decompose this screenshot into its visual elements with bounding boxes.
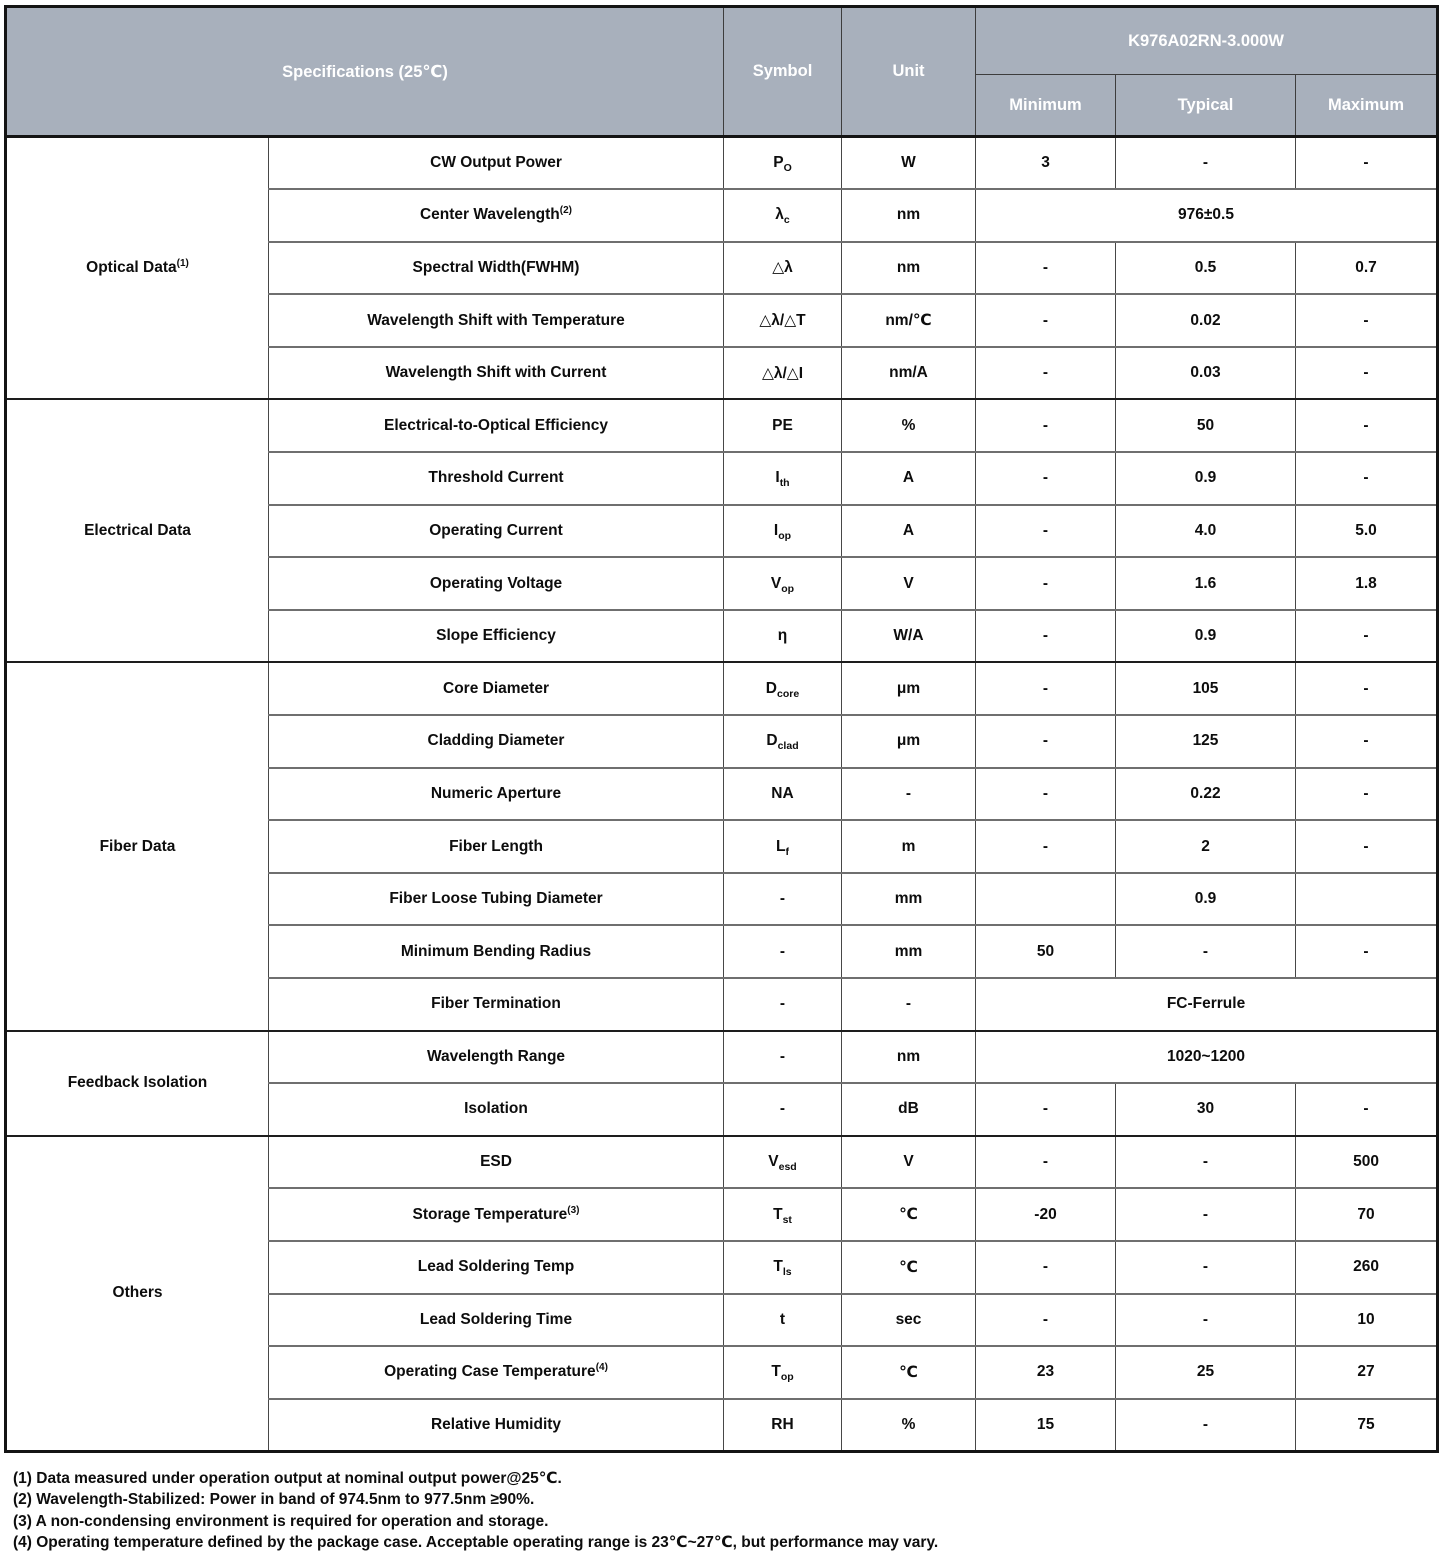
value-minimum-cell: - (976, 557, 1116, 610)
value-maximum-cell: - (1296, 1083, 1438, 1136)
symbol-cell: - (724, 1031, 842, 1084)
spec-label-cell: Lead Soldering Time (269, 1294, 724, 1347)
value-minimum-cell: - (976, 1136, 1116, 1189)
spec-label-cell: Center Wavelength$^{(2)}$ (269, 189, 724, 242)
value-maximum-cell: - (1296, 662, 1438, 715)
value-maximum-cell: - (1296, 137, 1438, 190)
header-minimum: Minimum (976, 75, 1116, 137)
table-row (6, 137, 1438, 190)
value-typical-cell: 0.9 (1116, 452, 1296, 505)
value-maximum-cell: - (1296, 610, 1438, 663)
spec-label-cell: Wavelength Range (269, 1031, 724, 1084)
category-cell: Feedback Isolation (6, 1031, 269, 1136)
spec-label-cell: Fiber Termination (269, 978, 724, 1031)
value-typical-cell: 125 (1116, 715, 1296, 768)
unit-cell: sec (842, 1294, 976, 1347)
header-symbol: Symbol (724, 7, 842, 137)
unit-cell: dB (842, 1083, 976, 1136)
unit-cell: nm (842, 242, 976, 295)
header-row-model (6, 7, 1438, 75)
symbol-cell: $I_{op}$ (724, 505, 842, 558)
value-typical-cell: 2 (1116, 820, 1296, 873)
value-minimum-cell: - (976, 715, 1116, 768)
symbol-cell: $L_f$ (724, 820, 842, 873)
header-typical: Typical (1116, 75, 1296, 137)
symbol-cell: t (724, 1294, 842, 1347)
symbol-cell: △λ/△T (724, 294, 842, 347)
spec-label-cell: Threshold Current (269, 452, 724, 505)
value-maximum-cell: 260 (1296, 1241, 1438, 1294)
spec-label-cell: Operating Current (269, 505, 724, 558)
unit-cell: % (842, 399, 976, 452)
table-header (6, 7, 1438, 137)
value-typical-cell: 30 (1116, 1083, 1296, 1136)
value-typical-cell: 1.6 (1116, 557, 1296, 610)
value-typical-cell: - (1116, 1399, 1296, 1452)
table-body (6, 137, 1438, 1452)
value-maximum-cell: 10 (1296, 1294, 1438, 1347)
spec-label-cell: Spectral Width(FWHM) (269, 242, 724, 295)
symbol-cell: $D_{core}$ (724, 662, 842, 715)
unit-cell: nm (842, 1031, 976, 1084)
value-typical-cell: 4.0 (1116, 505, 1296, 558)
header-maximum: Maximum (1296, 75, 1438, 137)
value-minimum-cell: - (976, 1241, 1116, 1294)
symbol-cell: - (724, 978, 842, 1031)
spec-label-cell: Minimum Bending Radius (269, 925, 724, 978)
symbol-cell: - (724, 1083, 842, 1136)
symbol-cell: PE (724, 399, 842, 452)
symbol-cell: NA (724, 768, 842, 821)
value-maximum-cell: 0.7 (1296, 242, 1438, 295)
table-row (6, 399, 1438, 452)
value-typical-cell: - (1116, 1136, 1296, 1189)
value-minimum-cell: - (976, 399, 1116, 452)
value-minimum-cell: 15 (976, 1399, 1116, 1452)
value-maximum-cell: 70 (1296, 1188, 1438, 1241)
spec-label-cell: Numeric Aperture (269, 768, 724, 821)
spec-label-cell: Operating Case Temperature$^{(4)}$ (269, 1346, 724, 1399)
value-minimum-cell: - (976, 1294, 1116, 1347)
spec-label-cell: Isolation (269, 1083, 724, 1136)
unit-cell: μm (842, 715, 976, 768)
spec-label-cell: Operating Voltage (269, 557, 724, 610)
unit-cell: nm (842, 189, 976, 242)
unit-cell: A (842, 505, 976, 558)
symbol-cell: $T_{st}$ (724, 1188, 842, 1241)
spec-label-cell: Wavelength Shift with Current (269, 347, 724, 400)
unit-cell: m (842, 820, 976, 873)
value-minimum-cell: - (976, 610, 1116, 663)
value-minimum-cell: 23 (976, 1346, 1116, 1399)
header-model: K976A02RN-3.000W (976, 7, 1438, 75)
footnote-line: (2) Wavelength-Stabilized: Power in band of 974.5nm to 977.5nm ≥90%. (13, 1491, 535, 1509)
value-maximum-cell: - (1296, 347, 1438, 400)
symbol-cell: - (724, 925, 842, 978)
value-typical-cell: - (1116, 137, 1296, 190)
header-unit: Unit (842, 7, 976, 137)
value-minimum-cell: 3 (976, 137, 1116, 190)
symbol-cell: $V_{op}$ (724, 557, 842, 610)
unit-cell: ℃ (842, 1241, 976, 1294)
spec-label-cell: ESD (269, 1136, 724, 1189)
value-typical-cell: - (1116, 925, 1296, 978)
unit-cell: W/A (842, 610, 976, 663)
value-typical-cell: - (1116, 1294, 1296, 1347)
value-span-cell: 1020~1200 (976, 1031, 1438, 1084)
footnotes (4, 1453, 1436, 1554)
value-typical-cell: 0.5 (1116, 242, 1296, 295)
value-minimum-cell: - (976, 347, 1116, 400)
value-minimum-cell: - (976, 242, 1116, 295)
category-cell: Optical Data$^{(1)}$ (6, 137, 269, 400)
value-span-cell: 976±0.5 (976, 189, 1438, 242)
unit-cell: mm (842, 925, 976, 978)
symbol-cell: $T_{ls}$ (724, 1241, 842, 1294)
footnote-line: (1) Data measured under operation output at nominal output power@25℃. (13, 1469, 562, 1487)
footnote-line: (3) A non-condensing environment is required for operation and storage. (13, 1512, 549, 1530)
value-maximum-cell: - (1296, 925, 1438, 978)
value-typical-cell: 105 (1116, 662, 1296, 715)
value-typical-cell: 25 (1116, 1346, 1296, 1399)
value-minimum-cell: - (976, 820, 1116, 873)
spec-label-cell: Fiber Length (269, 820, 724, 873)
symbol-cell: $D_{clad}$ (724, 715, 842, 768)
value-typical-cell: 0.02 (1116, 294, 1296, 347)
table-row (6, 1031, 1438, 1084)
spec-label-cell: Fiber Loose Tubing Diameter (269, 873, 724, 926)
value-maximum-cell: 75 (1296, 1399, 1438, 1452)
value-maximum-cell: 1.8 (1296, 557, 1438, 610)
symbol-cell: $I_{th}$ (724, 452, 842, 505)
value-minimum-cell: -20 (976, 1188, 1116, 1241)
value-typical-cell: 0.03 (1116, 347, 1296, 400)
value-minimum-cell: - (976, 662, 1116, 715)
value-minimum-cell: 50 (976, 925, 1116, 978)
value-maximum-cell: - (1296, 820, 1438, 873)
spec-label-cell: Relative Humidity (269, 1399, 724, 1452)
value-minimum-cell (976, 873, 1116, 926)
symbol-cell: $P_O$ (724, 137, 842, 190)
symbol-cell: △λ/△I (724, 347, 842, 400)
unit-cell: W (842, 137, 976, 190)
table-row (6, 1136, 1438, 1189)
value-typical-cell: - (1116, 1188, 1296, 1241)
category-cell: Others (6, 1136, 269, 1452)
spec-label-cell: Electrical-to-Optical Efficiency (269, 399, 724, 452)
unit-cell: μm (842, 662, 976, 715)
table-row (6, 662, 1438, 715)
unit-cell: nm/℃ (842, 294, 976, 347)
symbol-cell: RH (724, 1399, 842, 1452)
value-maximum-cell: - (1296, 768, 1438, 821)
spec-label-cell: Storage Temperature$^{(3)}$ (269, 1188, 724, 1241)
unit-cell: ℃ (842, 1346, 976, 1399)
value-maximum-cell: 5.0 (1296, 505, 1438, 558)
value-typical-cell: 0.9 (1116, 873, 1296, 926)
value-maximum-cell: - (1296, 399, 1438, 452)
value-minimum-cell: - (976, 505, 1116, 558)
symbol-cell: $T_{op}$ (724, 1346, 842, 1399)
unit-cell: % (842, 1399, 976, 1452)
symbol-cell: η (724, 610, 842, 663)
specifications-table (4, 5, 1439, 1453)
symbol-cell: $V_{esd}$ (724, 1136, 842, 1189)
value-typical-cell: 0.22 (1116, 768, 1296, 821)
value-maximum-cell: 27 (1296, 1346, 1438, 1399)
spec-label-cell: Cladding Diameter (269, 715, 724, 768)
unit-cell: V (842, 557, 976, 610)
unit-cell: - (842, 768, 976, 821)
value-maximum-cell: - (1296, 452, 1438, 505)
unit-cell: nm/A (842, 347, 976, 400)
unit-cell: ℃ (842, 1188, 976, 1241)
value-maximum-cell: 500 (1296, 1136, 1438, 1189)
unit-cell: A (842, 452, 976, 505)
value-typical-cell: 0.9 (1116, 610, 1296, 663)
unit-cell: V (842, 1136, 976, 1189)
value-typical-cell: - (1116, 1241, 1296, 1294)
value-maximum-cell (1296, 873, 1438, 926)
unit-cell: - (842, 978, 976, 1031)
value-minimum-cell: - (976, 1083, 1116, 1136)
unit-cell: mm (842, 873, 976, 926)
value-maximum-cell: - (1296, 715, 1438, 768)
category-cell: Fiber Data (6, 662, 269, 1030)
value-minimum-cell: - (976, 768, 1116, 821)
value-maximum-cell: - (1296, 294, 1438, 347)
spec-label-cell: CW Output Power (269, 137, 724, 190)
spec-label-cell: Slope Efficiency (269, 610, 724, 663)
symbol-cell: - (724, 873, 842, 926)
category-cell: Electrical Data (6, 399, 269, 662)
value-typical-cell: 50 (1116, 399, 1296, 452)
value-span-cell: FC-Ferrule (976, 978, 1438, 1031)
header-specifications: Specifications (25℃) (6, 7, 724, 137)
spec-label-cell: Wavelength Shift with Temperature (269, 294, 724, 347)
footnote-line: (4) Operating temperature defined by the package case. Acceptable operating range is 23℃~27℃, but performance may vary. (13, 1534, 939, 1552)
value-minimum-cell: - (976, 294, 1116, 347)
value-minimum-cell: - (976, 452, 1116, 505)
spec-label-cell: Lead Soldering Temp (269, 1241, 724, 1294)
symbol-cell: △λ (724, 242, 842, 295)
symbol-cell: $\lambda_c$ (724, 189, 842, 242)
spec-label-cell: Core Diameter (269, 662, 724, 715)
